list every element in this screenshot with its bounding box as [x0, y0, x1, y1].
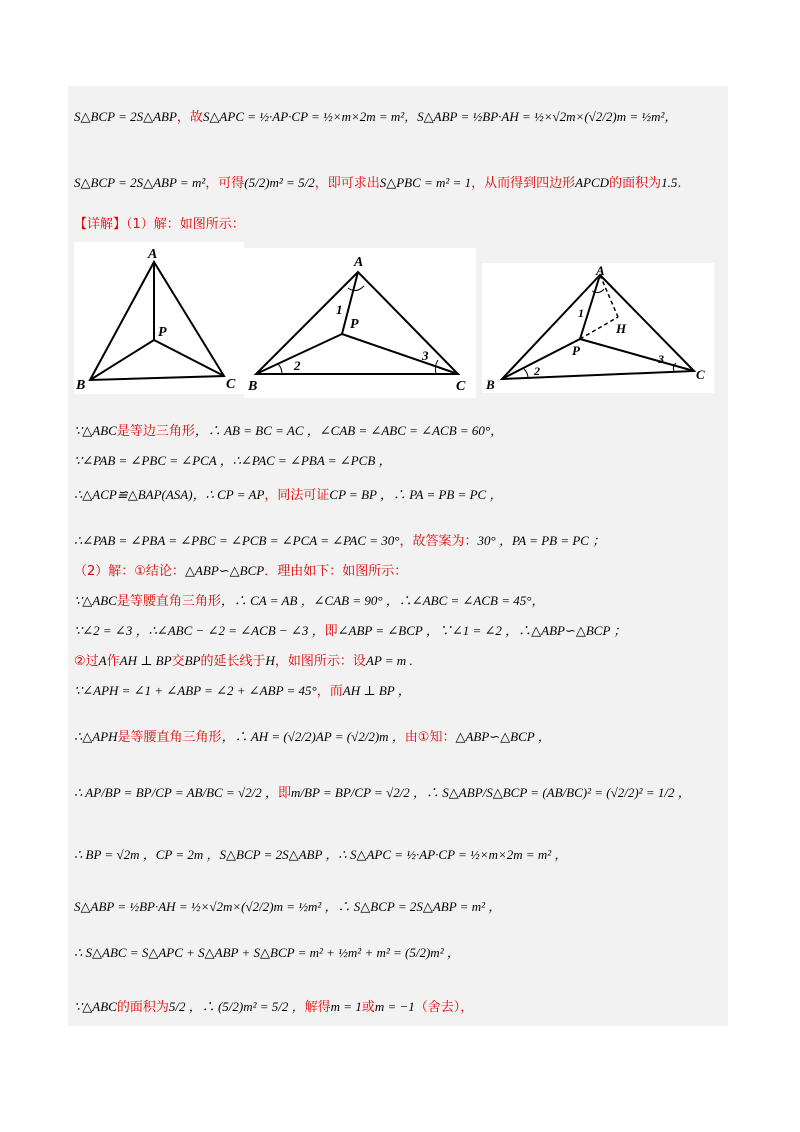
vertex-label-a: A — [596, 263, 605, 278]
solution-line-2 — [74, 174, 681, 193]
solution-line-8 — [74, 562, 407, 581]
vertex-label-c: C — [696, 367, 705, 382]
math-expression: ∵∠2 = ∠3 ，∴∠ABC − ∠2 = ∠ACB − ∠3 ， — [74, 623, 325, 638]
solution-line-15 — [74, 846, 567, 865]
solution-line-10 — [74, 622, 626, 641]
solution-text: 是等边三角形 — [116, 424, 195, 439]
vertex-label-b: B — [76, 378, 86, 393]
detail-heading — [74, 216, 245, 234]
math-expression: APCD — [575, 175, 610, 190]
vertex-label-c: C — [226, 377, 236, 392]
solution-text: 是等腰直角三角形 — [117, 730, 222, 745]
math-expression: 30° ，PA = PB = PC ； — [477, 533, 606, 548]
math-expression: AP = m . — [365, 653, 413, 668]
solution-text: ②过 — [74, 654, 99, 669]
solution-line-14 — [74, 784, 691, 803]
math-expression: 5/2 ，∴ (5/2)m² = 5/2 ， — [168, 999, 305, 1014]
angle-label-1: 1 — [336, 302, 343, 317]
point-label-p: P — [158, 325, 167, 340]
math-expression: △ABP∽△BCP ， — [455, 729, 551, 744]
solution-text: . — [677, 176, 682, 191]
solution-text: ，可得 — [205, 176, 245, 191]
point-label-p: P — [572, 343, 580, 358]
math-expression: ∵△ABC — [74, 593, 117, 608]
solution-text: （2）解：①结论： — [74, 564, 185, 579]
math-expression: ，∴ AH = (√2/2)AP = (√2/2)m ， — [221, 729, 405, 744]
solution-text: ．理由如下：如图所示： — [264, 564, 408, 579]
solution-text: 解得 — [304, 1000, 331, 1015]
angle-label-3: 3 — [658, 352, 664, 366]
math-expression: A — [98, 653, 107, 668]
solution-text: ，故 — [176, 110, 203, 125]
math-expression: BP — [184, 653, 201, 668]
angle-label-2: 2 — [294, 358, 301, 373]
solution-line-6 — [74, 486, 502, 505]
solution-line-12 — [74, 682, 411, 701]
math-expression: ，∴ CP = AP — [192, 487, 265, 502]
solution-text: 的面积为 — [116, 1000, 169, 1015]
vertex-label-c: C — [456, 379, 466, 394]
solution-text: 的面积为 — [609, 176, 662, 191]
angle-label-2: 2 — [534, 364, 540, 378]
math-expression: S△APC = ½·AP·CP = ½×m×2m = m²，S△ABP = ½BP·AH = ½×√2m×(√2/2)m = ½m²， — [202, 109, 678, 124]
solution-text: ，从而得到四边形 — [471, 176, 576, 191]
solution-text: 交 — [171, 654, 185, 669]
vertex-label-a: A — [354, 255, 364, 270]
solution-text: ，而 — [316, 684, 343, 699]
angle-label-3: 3 — [422, 348, 429, 363]
figure-isosceles-1 — [244, 248, 476, 398]
solution-line-16 — [74, 898, 501, 917]
solution-text: 即 — [277, 786, 291, 801]
math-expression: m = −1 — [374, 999, 415, 1014]
point-label-h: H — [616, 321, 627, 336]
point-label-p: P — [350, 317, 359, 332]
math-expression: ，∴ CA = AB ，∠CAB = 90° ，∴∠ABC = ∠ACB = 45°， — [220, 593, 545, 608]
solution-text: ，故答案为： — [399, 534, 478, 549]
solution-text: 由①知： — [404, 730, 456, 745]
solution-line-5 — [74, 452, 392, 471]
math-expression: CP = BP ，∴ PA = PB = PC ， — [329, 487, 503, 502]
vertex-label-b: B — [248, 379, 258, 394]
math-expression: △ABP∽△BCP — [184, 563, 265, 578]
solution-line-1 — [74, 108, 677, 127]
math-expression: ∴∠PAB = ∠PBA = ∠PBC = ∠PCB = ∠PCA = ∠PAC = 30° — [74, 533, 400, 548]
math-expression: m/BP = BP/CP = √2/2 ，∴ S△ABP/S△BCP = (AB/BC)² = (√2/2)² = 1/2 ， — [291, 785, 691, 800]
vertex-label-b: B — [486, 377, 495, 392]
math-expression: ∴ AP/BP = BP/CP = AB/BC = √2/2 ， — [74, 785, 278, 800]
math-expression: ，∴ AB = BC = AC ，∠CAB = ∠ABC = ∠ACB = 60°， — [194, 423, 504, 438]
solution-text: 即 — [324, 624, 338, 639]
math-expression: ∠ABP = ∠BCP ，∵∠1 = ∠2 ，∴△ABP∽△BCP ； — [337, 623, 627, 638]
math-expression: H — [265, 653, 275, 668]
vertex-label-a: A — [148, 247, 158, 262]
solution-text: （舍去）， — [414, 1000, 474, 1015]
figure-isosceles-2 — [482, 263, 714, 393]
solution-text: ，同法可证 — [264, 488, 330, 503]
math-expression: AH ⊥ BP ， — [342, 683, 411, 698]
math-expression: (5/2)m² = 5/2 — [244, 175, 315, 190]
solution-line-11 — [74, 652, 413, 671]
angle-label-1: 1 — [578, 306, 584, 320]
solution-line-17 — [74, 944, 460, 963]
solution-text: 是等腰直角三角形 — [116, 594, 221, 609]
solution-text: ，即可求出 — [314, 176, 380, 191]
math-expression: AH ⊥ BP — [119, 653, 172, 668]
math-expression: S△ABP = ½BP·AH = ½×√2m×(√2/2)m = ½m² ，∴ S△BCP = 2S△ABP = m² ， — [74, 899, 502, 914]
solution-line-7 — [74, 532, 605, 551]
math-expression: ∴ S△ABC = S△APC + S△ABP + S△BCP = m² + ½m² + m² = (5/2)m² ， — [74, 945, 460, 960]
math-expression: S△BCP = 2S△ABP = m² — [74, 175, 206, 190]
solution-text: 【详解】（1）解：如图所示： — [74, 217, 245, 232]
math-expression: ∵∠PAB = ∠PBC = ∠PCA ，∴∠PAC = ∠PBA = ∠PCB ， — [74, 453, 392, 468]
math-expression: ∵△ABC — [74, 423, 117, 438]
solution-line-13 — [74, 728, 551, 747]
solution-text: ，如图所示：设 — [274, 654, 366, 669]
math-expression: m = 1 — [330, 999, 362, 1014]
math-expression: ∵∠APH = ∠1 + ∠ABP = ∠2 + ∠ABP = 45° — [74, 683, 317, 698]
solution-text: 或 — [361, 1000, 375, 1015]
solution-line-4 — [74, 422, 503, 441]
math-expression: S△BCP = 2S△ABP — [74, 109, 177, 124]
math-expression: ∴△ACP≌△BAP(ASA) — [74, 487, 193, 502]
math-expression: 1.5 — [661, 175, 678, 190]
math-expression: ∴ BP = √2m ，CP = 2m ，S△BCP = 2S△ABP ，∴ S△APC = ½·AP·CP = ½×m×2m = m² ， — [74, 847, 568, 862]
math-expression: S△PBC = m² = 1 — [379, 175, 472, 190]
solution-line-9 — [74, 592, 544, 611]
math-expression: ∴△APH — [74, 729, 118, 744]
solution-line-18 — [74, 998, 473, 1017]
solution-text: 作 — [106, 654, 120, 669]
math-expression: ∵△ABC — [74, 999, 117, 1014]
figure-equilateral — [74, 242, 244, 394]
solution-text: 的延长线于 — [200, 654, 266, 669]
